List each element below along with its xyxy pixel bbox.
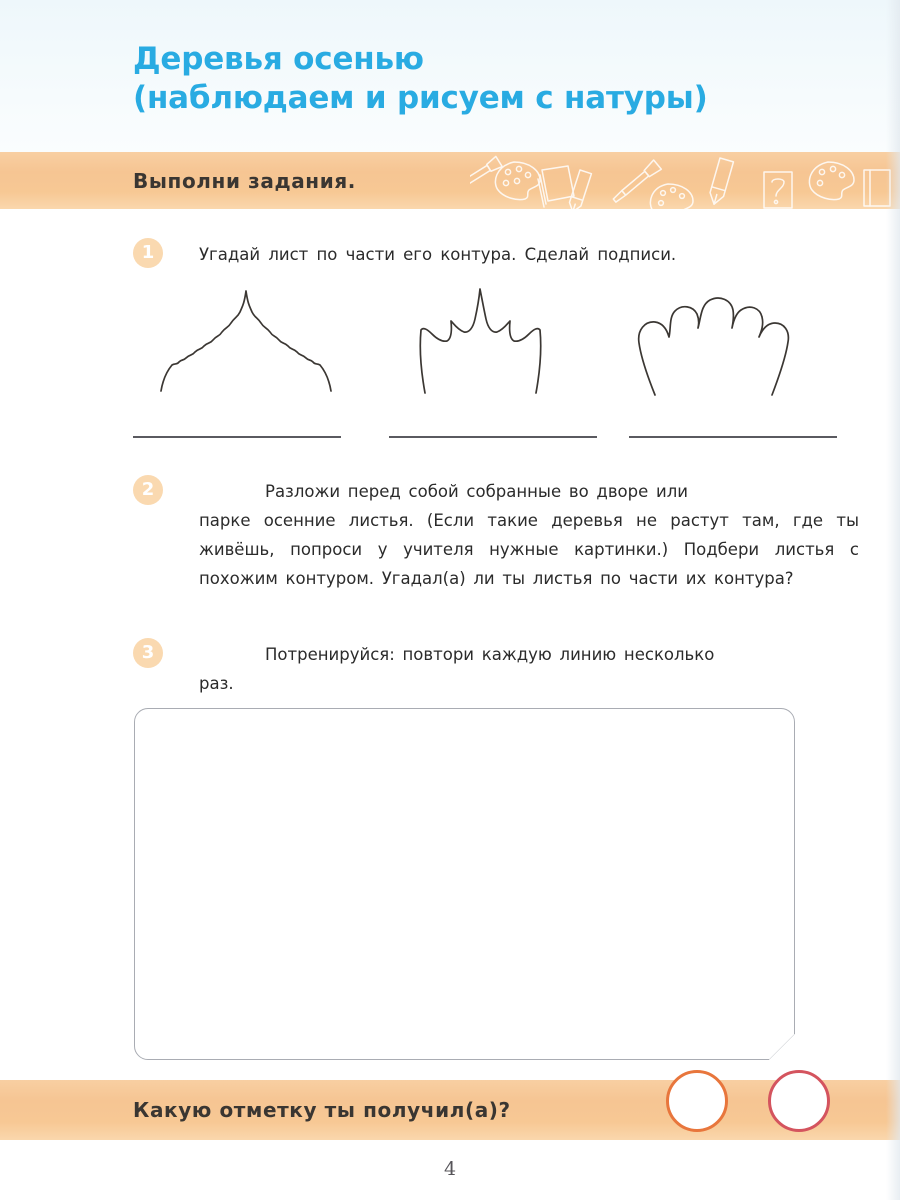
answer-line-2[interactable] [389, 436, 597, 438]
pencil-icon [567, 170, 591, 209]
grade-circle-orange[interactable] [666, 1070, 728, 1132]
answer-line-3[interactable] [629, 436, 837, 438]
task-3-text [199, 640, 859, 698]
page-title-line-2: (наблюдаем и рисуем с натуры) [133, 80, 708, 116]
paper-stack-icon [538, 166, 574, 207]
maple-lobed-leaf-contour [411, 283, 561, 398]
art-supplies-decoration [470, 152, 900, 209]
task-1-number: 1 [133, 238, 163, 268]
paintbrush-icon [611, 160, 662, 205]
paper-sheet-icon [764, 172, 792, 208]
serrated-pointed-leaf-contour [151, 283, 341, 398]
task-1-text: Угадай лист по части его контура. Сделай подписи. [199, 245, 677, 264]
task-3-number: 3 [133, 638, 163, 668]
answer-lines-group [133, 430, 833, 444]
paintbrush-icon [470, 156, 502, 192]
practice-drawing-area[interactable] [134, 708, 795, 1060]
task-2-line-1: Разложи перед собой собранные во дворе или [265, 482, 689, 501]
grade-banner-label: Какую отметку ты получил(а)? [133, 1098, 511, 1122]
oak-rounded-lobed-leaf-contour [625, 283, 795, 398]
task-2-rest: парке осенние листья. (Если такие деревья не растут там, где ты живёшь, попроси у учителя нужные картинки.) Подбери листья с похожим контуром. Угадал(а) ли ты листья по части их контура? [199, 511, 859, 588]
grade-circles-group [664, 1080, 854, 1140]
page-title-line-1: Деревья осенью [133, 41, 424, 77]
instruction-banner [0, 152, 900, 209]
page-number: 4 [443, 1158, 457, 1180]
palette-icon [809, 162, 854, 200]
palette-icon [650, 184, 693, 209]
instruction-banner-label: Выполни задания. [133, 168, 356, 193]
task-3-rest: раз. [199, 674, 234, 693]
pencil-icon [707, 158, 733, 206]
grade-circle-pink[interactable] [768, 1070, 830, 1132]
task-2-text [199, 477, 859, 593]
task-3-line-1: Потренируйся: повтори каждую линию несколько [265, 645, 715, 664]
leaf-contour-figures [133, 283, 833, 403]
book-icon [864, 170, 890, 206]
palette-icon [495, 162, 540, 200]
page-title [133, 40, 833, 118]
answer-line-1[interactable] [133, 436, 341, 438]
folded-page-corner-cut [769, 1034, 795, 1060]
task-2-number: 2 [133, 475, 163, 505]
